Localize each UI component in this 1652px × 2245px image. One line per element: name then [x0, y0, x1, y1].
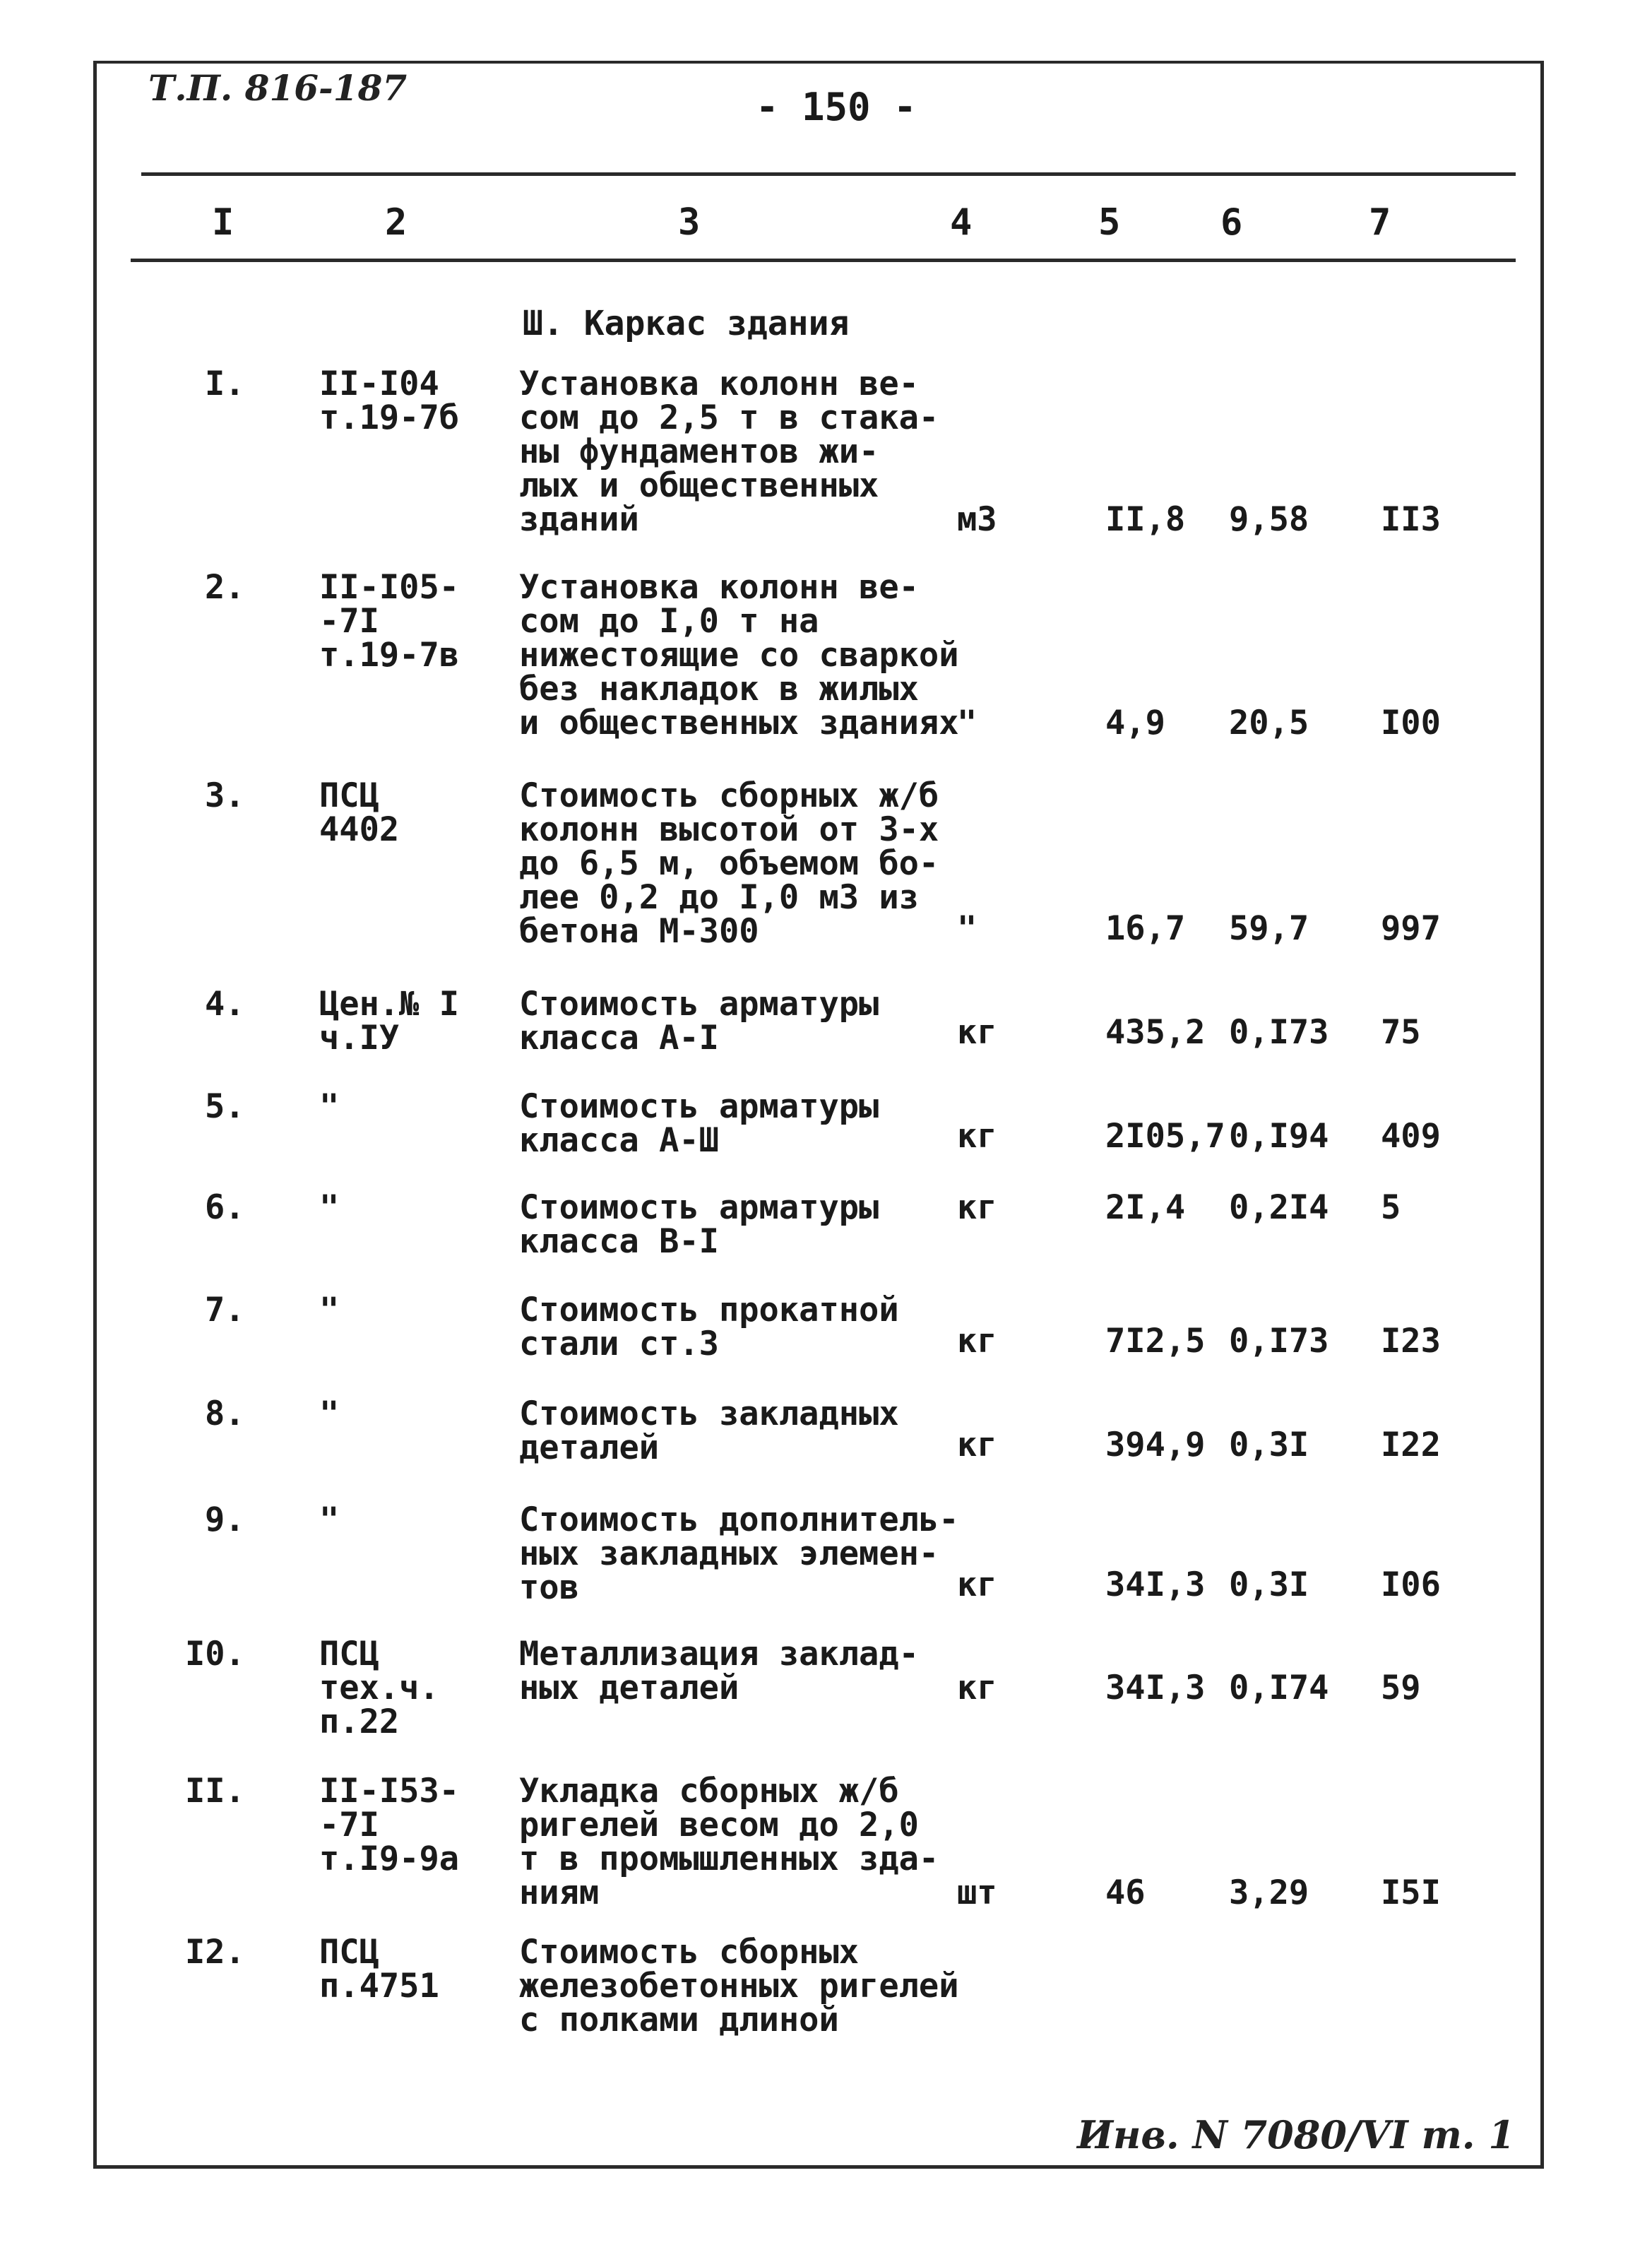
row-unit: кг [957, 1013, 997, 1052]
row-number: 4. [205, 985, 245, 1024]
row-total: 75 [1381, 1013, 1421, 1052]
row-description: Стоимость сборных железобетонных ригелей с полками длиной [519, 1933, 959, 2039]
row-reference: " [319, 1087, 340, 1126]
document-code: Т.П. 816-187 [148, 67, 408, 109]
row-quantity: 16,7 [1105, 909, 1186, 948]
row-total: I00 [1381, 704, 1441, 742]
row-reference: " [319, 1188, 340, 1227]
row-unit-price: 0,3I [1229, 1426, 1309, 1464]
row-number: 5. [205, 1087, 245, 1126]
row-unit: " [957, 909, 977, 948]
row-reference: " [319, 1500, 340, 1539]
row-reference: II-I53- -7I т.I9-9а [319, 1772, 460, 1878]
row-number: II. [185, 1772, 245, 1811]
row-quantity: 46 [1105, 1873, 1146, 1912]
row-quantity: 34I,3 [1105, 1565, 1206, 1604]
row-quantity: 2I05,7 [1105, 1117, 1225, 1156]
row-number: I2. [185, 1933, 245, 1972]
row-number: 2. [205, 568, 245, 607]
row-unit: кг [957, 1322, 997, 1361]
row-reference: Цен.№ I ч.IУ [319, 985, 460, 1058]
row-description: Стоимость арматуры класса А-I [519, 985, 879, 1058]
row-description: Стоимость закладных деталей [519, 1394, 899, 1467]
row-reference: II-I05- -7I т.19-7в [319, 568, 460, 675]
row-reference: II-I04 т.19-7б [319, 365, 460, 437]
row-quantity: 394,9 [1105, 1426, 1206, 1464]
column-number-6: 6 [1220, 201, 1243, 244]
column-number-5: 5 [1098, 201, 1121, 244]
row-total: 59 [1381, 1669, 1421, 1707]
row-quantity: 435,2 [1105, 1013, 1206, 1052]
row-description: Укладка сборных ж/б ригелей весом до 2,0 т в промышленных зда- ниям [519, 1772, 939, 1912]
row-unit-price: 0,I73 [1229, 1013, 1329, 1052]
row-quantity: II,8 [1105, 500, 1186, 539]
row-number: 9. [205, 1500, 245, 1539]
row-description: Стоимость арматуры класса В-I [519, 1188, 879, 1261]
row-quantity: 2I,4 [1105, 1188, 1186, 1227]
top-rule [141, 172, 1516, 176]
inventory-number: Инв. N 7080/VI т. 1 [1077, 2112, 1515, 2157]
row-unit-price: 59,7 [1229, 909, 1309, 948]
row-reference: " [319, 1394, 340, 1433]
row-total: II3 [1381, 500, 1441, 539]
row-unit: " [957, 704, 977, 742]
row-description: Металлизация заклад- ных деталей [519, 1635, 919, 1707]
row-unit-price: 3,29 [1229, 1873, 1309, 1912]
row-unit-price: 20,5 [1229, 704, 1309, 742]
row-reference: " [319, 1291, 340, 1329]
column-number-1: I [212, 201, 234, 244]
row-unit: м3 [957, 500, 997, 539]
column-number-3: 3 [678, 201, 701, 244]
row-description: Стоимость сборных ж/б колонн высотой от 3-х до 6,5 м, объемом бо- лее 0,2 до I,0 м3 из бетона М-300 [519, 776, 939, 951]
row-reference: ПСЦ тех.ч. п.22 [319, 1635, 439, 1741]
row-unit: кг [957, 1669, 997, 1707]
page-number: - 150 - [756, 85, 917, 129]
row-number: 7. [205, 1291, 245, 1329]
column-number-2: 2 [385, 201, 408, 244]
row-unit-price: 0,2I4 [1229, 1188, 1329, 1227]
row-description: Установка колонн ве- сом до I,0 т на нижестоящие со сваркой без накладок в жилых и общественных зданиях [519, 568, 959, 742]
row-total: 409 [1381, 1117, 1441, 1156]
section-title: Ш. Каркас здания [523, 304, 850, 343]
row-total: I23 [1381, 1322, 1441, 1361]
row-unit: кг [957, 1565, 997, 1604]
row-unit-price: 0,3I [1229, 1565, 1309, 1604]
row-unit-price: 0,I94 [1229, 1117, 1329, 1156]
row-total: 997 [1381, 909, 1441, 948]
row-description: Стоимость дополнитель- ных закладных элемен- тов [519, 1500, 959, 1607]
row-number: 6. [205, 1188, 245, 1227]
row-quantity: 7I2,5 [1105, 1322, 1206, 1361]
row-total: I22 [1381, 1426, 1441, 1464]
row-quantity: 4,9 [1105, 704, 1165, 742]
row-reference: ПСЦ п.4751 [319, 1933, 439, 2006]
row-reference: ПСЦ 4402 [319, 776, 400, 849]
row-number: I. [205, 365, 245, 403]
row-total: I06 [1381, 1565, 1441, 1604]
row-number: 3. [205, 776, 245, 815]
row-unit: кг [957, 1188, 997, 1227]
row-unit-price: 0,I73 [1229, 1322, 1329, 1361]
row-description: Стоимость прокатной стали ст.3 [519, 1291, 899, 1363]
row-description: Стоимость арматуры класса А-Ш [519, 1087, 879, 1160]
row-unit: кг [957, 1426, 997, 1464]
header-rule [131, 259, 1516, 262]
column-number-7: 7 [1369, 201, 1391, 244]
row-description: Установка колонн ве- сом до 2,5 т в стака- ны фундаментов жи- лых и общественных зданий [519, 365, 939, 539]
row-unit-price: 0,I74 [1229, 1669, 1329, 1707]
row-quantity: 34I,3 [1105, 1669, 1206, 1707]
column-number-4: 4 [950, 201, 973, 244]
row-unit: шт [957, 1873, 997, 1912]
row-total: 5 [1381, 1188, 1401, 1227]
row-unit-price: 9,58 [1229, 500, 1309, 539]
row-total: I5I [1381, 1873, 1441, 1912]
row-number: 8. [205, 1394, 245, 1433]
row-number: I0. [185, 1635, 245, 1674]
row-unit: кг [957, 1117, 997, 1156]
